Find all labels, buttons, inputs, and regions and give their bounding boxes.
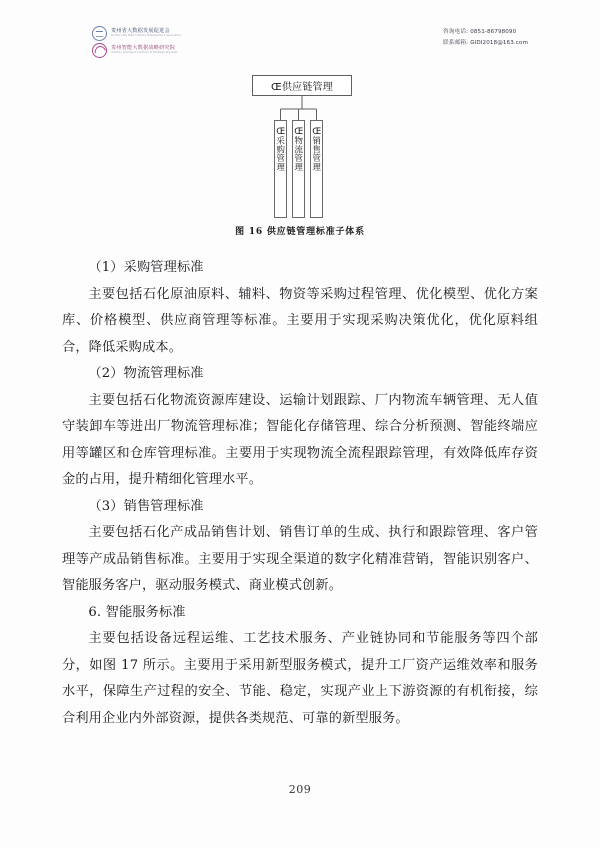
contact-email-row [443, 38, 528, 49]
logo-en-primary: Guizhou Big Data Industry Development Association [111, 33, 182, 37]
logo-cn-primary: 贵州省大数据发展促进会 [111, 27, 170, 34]
organization-logo [92, 26, 272, 60]
body-paragraph: 主要包括石化原油原料、辅料、物资等采购过程管理、优化模型、优化方案库、价格模型、供应商管理等标准。主要用于实现采购决策优化，优化原料组合，降低采购成本。 [62, 286, 538, 355]
logo-line-secondary [92, 43, 272, 57]
page-header [0, 0, 600, 64]
contact-phone-value: 0851-86798090 [470, 29, 517, 35]
figure-supply-chain-diagram [0, 72, 600, 240]
contact-email-value: GIDI2018@163.com [470, 39, 528, 46]
section-heading: （3）销售管理标准 [88, 498, 204, 514]
contact-info [443, 27, 528, 48]
association-emblem-icon [92, 26, 107, 41]
diagram-branch-label: Œ销售管理 [311, 126, 322, 172]
contact-phone-row [443, 27, 528, 38]
logo-cn-secondary: 贵州智能大数据战略研究院 [111, 44, 176, 51]
diagram-branch-label: Œ物流管理 [293, 126, 304, 172]
body-paragraph: 主要包括石化产成品销售计划、销售订单的生成、执行和跟踪管理、客户管理等产成品销售标准。主要用于实现全渠道的数字化精准营销，智能识别客户、智能服务客户，驱动服务模式、商业模式创新。 [62, 525, 538, 593]
logo-text-secondary [111, 46, 178, 55]
logo-line-primary [92, 26, 272, 40]
section-heading: （2）物流管理标准 [88, 366, 204, 381]
institute-emblem-icon [92, 43, 107, 58]
document-body [62, 255, 538, 732]
contact-phone-label: 咨询电话: [442, 29, 469, 35]
section-heading: 6. 智能服务标准 [88, 604, 186, 620]
diagram-branch-node-sales [310, 120, 323, 218]
figure-caption: 图 16 供应链管理标准子体系 [235, 227, 365, 237]
contact-email-label: 联系邮箱: [442, 39, 469, 46]
body-paragraph: 主要包括石化物流资源库建设、运输计划跟踪、厂内物流车辆管理、无人值守装卸车等进出厂物流管理标准；智能化存储管理、综合分析预测、智能终端应用等罐区和仓库管理标准。主要用于实现物流全流程跟踪管理，有效降低库存资金的占用，提升精细化管理水平。 [62, 392, 538, 487]
logo-text-primary [111, 29, 181, 38]
diagram-branch-node-logistics [292, 120, 305, 218]
diagram-branch-label: Œ采购管理 [275, 126, 286, 172]
section-heading: （1）采购管理标准 [88, 260, 204, 275]
logo-en-secondary: Guizhou Intelligent Institute of Strategic Big Data [111, 50, 178, 54]
page-number: 209 [288, 783, 312, 796]
diagram-branch-node-procurement [274, 120, 287, 218]
diagram-root-node: Œ供应链管理 [252, 75, 352, 96]
body-paragraph: 主要包括设备远程运维、工艺技术服务、产业链协同和节能服务等四个部分，如图 17 所示。主要用于采用新型服务模式，提升工厂资产运维效率和服务水平，保障生产过程的安全、节能、稳定，实现产业上下游资源的有机衔接，综合利用企业内外部资源，提供各类规范、可靠的新型服务。 [62, 631, 538, 726]
page-footer [0, 778, 600, 797]
